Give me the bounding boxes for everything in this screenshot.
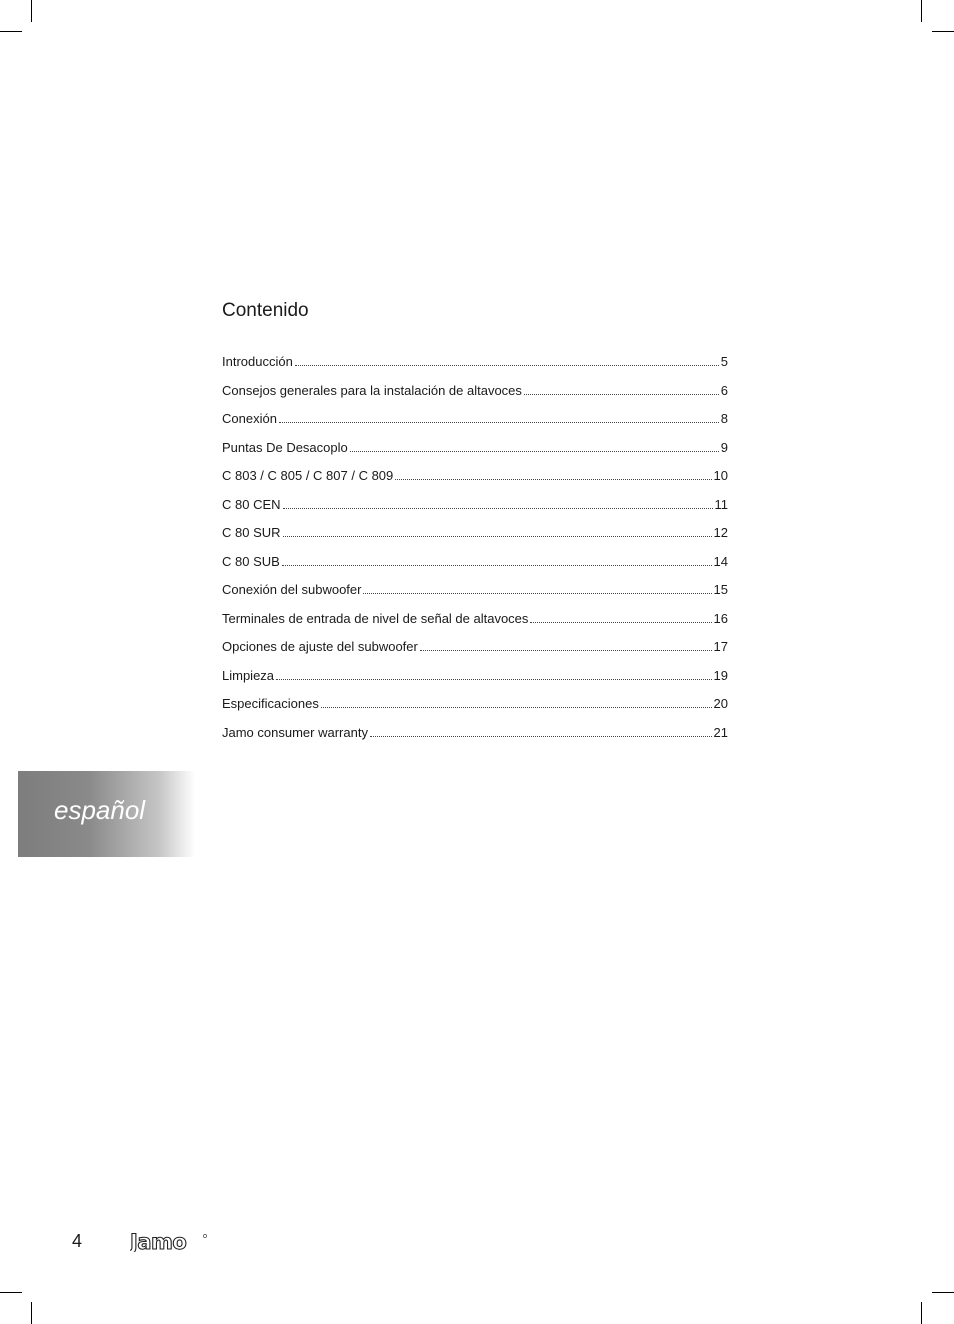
- toc-entry[interactable]: [222, 725, 728, 754]
- toc-leader-dots: [321, 707, 712, 708]
- crop-mark: [31, 1302, 32, 1324]
- toc-entry-label: Opciones de ajuste del subwoofer: [222, 639, 418, 654]
- toc-leader-dots: [282, 565, 712, 566]
- toc-entry-page: 11: [714, 496, 728, 512]
- crop-mark: [932, 31, 954, 32]
- toc-entry-label: Conexión: [222, 411, 277, 426]
- jamo-logo-icon: [130, 1232, 208, 1252]
- toc-entry-label: C 803 / C 805 / C 807 / C 809: [222, 468, 394, 483]
- toc-entry-label: Consejos generales para la instalación de altavoces: [222, 382, 522, 398]
- toc-entry-page: 17: [713, 639, 728, 654]
- toc-leader-dots: [295, 365, 719, 366]
- toc-leader-dots: [395, 479, 711, 480]
- toc-entry-label: Jamo consumer warranty: [222, 724, 368, 740]
- jamo-logo: [130, 1232, 208, 1257]
- language-tab: [18, 771, 195, 857]
- toc-entry-page: 20: [713, 696, 728, 711]
- crop-mark: [921, 1302, 922, 1324]
- toc-entry[interactable]: [222, 554, 728, 583]
- toc-entry[interactable]: [222, 440, 728, 469]
- toc-entry-label: C 80 CEN: [222, 496, 281, 512]
- toc-entry-page: 19: [713, 667, 728, 683]
- svg-text:Jamo: Jamo: [130, 1232, 187, 1252]
- toc-entry-page: 10: [713, 468, 728, 483]
- toc-entry[interactable]: [222, 354, 728, 383]
- toc-entry[interactable]: [222, 639, 728, 668]
- toc-entry-page: 5: [720, 354, 728, 369]
- toc-leader-dots: [283, 536, 712, 537]
- toc-entry-page: 21: [713, 724, 728, 740]
- toc-entry[interactable]: [222, 383, 728, 412]
- toc-entry-page: 16: [713, 610, 728, 626]
- toc-entry-page: 9: [720, 439, 728, 455]
- toc-leader-dots: [276, 679, 712, 680]
- toc-entry-label: Introducción: [222, 354, 293, 369]
- toc-entry[interactable]: [222, 525, 728, 554]
- table-of-contents: [222, 354, 728, 753]
- toc-entry[interactable]: [222, 411, 728, 440]
- toc-entry-label: C 80 SUB: [222, 553, 280, 569]
- toc-entry-label: Limpieza: [222, 667, 275, 683]
- toc-entry-label: C 80 SUR: [222, 525, 281, 540]
- toc-leader-dots: [363, 593, 711, 594]
- toc-leader-dots: [530, 622, 711, 623]
- crop-mark: [921, 0, 922, 22]
- toc-entry-page: 15: [713, 582, 728, 597]
- toc-entry[interactable]: [222, 468, 728, 497]
- toc-entry-label: Especificaciones: [222, 696, 319, 711]
- toc-entry[interactable]: [222, 582, 728, 611]
- toc-entry-page: 6: [720, 382, 728, 398]
- toc-entry-page: 14: [713, 553, 728, 569]
- toc-leader-dots: [370, 736, 712, 737]
- toc-entry[interactable]: [222, 497, 728, 526]
- toc-leader-dots: [283, 508, 713, 509]
- toc-entry-label: Conexión del subwoofer: [222, 582, 362, 597]
- crop-mark: [932, 1292, 954, 1293]
- toc-entry-page: 8: [720, 411, 728, 426]
- toc-entry-label: Terminales de entrada de nivel de señal de altavoces: [222, 610, 529, 626]
- crop-mark: [31, 0, 32, 22]
- toc-title: Contenido: [222, 300, 309, 321]
- toc-leader-dots: [420, 650, 712, 651]
- toc-leader-dots: [524, 394, 719, 395]
- toc-entry[interactable]: [222, 611, 728, 640]
- toc-leader-dots: [350, 451, 719, 452]
- crop-mark: [0, 31, 22, 32]
- toc-entry[interactable]: [222, 696, 728, 725]
- page-number: 4: [72, 1231, 83, 1251]
- toc-entry-page: 12: [713, 525, 728, 540]
- toc-leader-dots: [279, 422, 719, 423]
- toc-entry[interactable]: [222, 668, 728, 697]
- language-label: español: [54, 795, 146, 825]
- toc-entry-label: Puntas De Desacoplo: [222, 439, 348, 455]
- crop-mark: [0, 1292, 22, 1293]
